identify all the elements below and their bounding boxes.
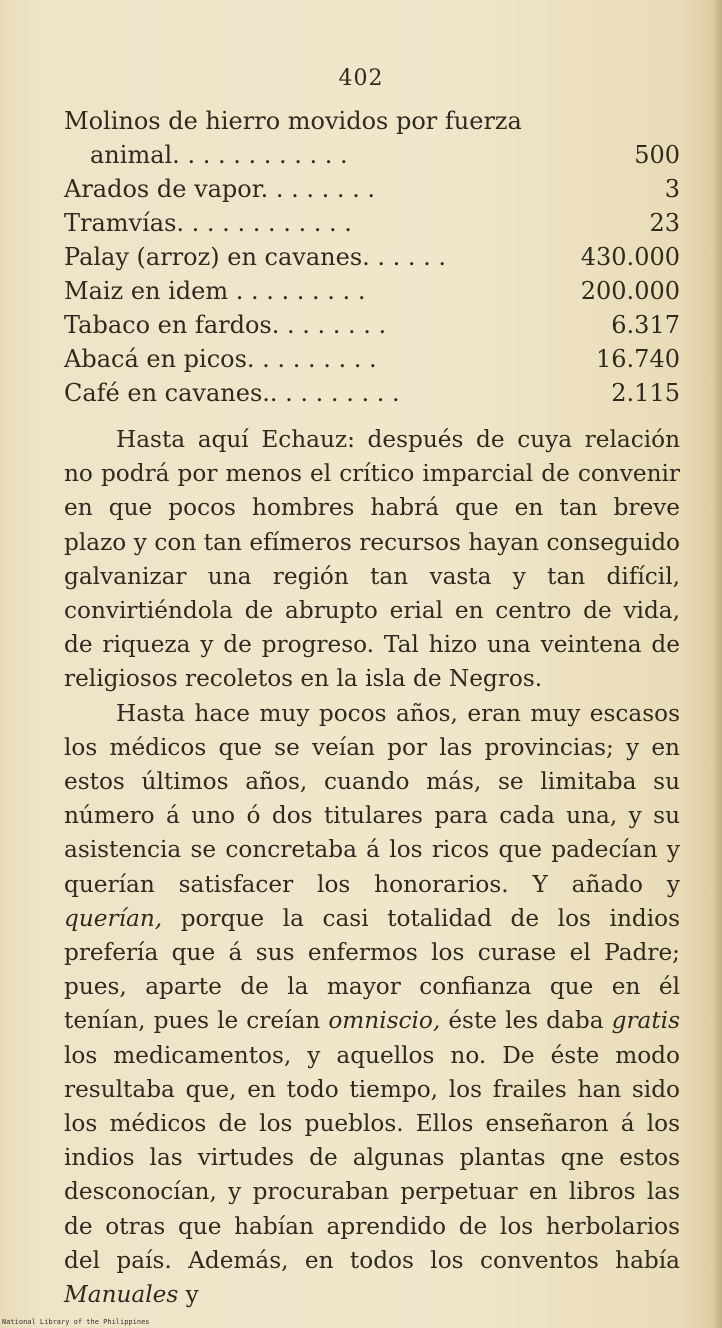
- table-row: [64, 138, 680, 172]
- page-edge-shadow: [712, 0, 722, 1328]
- italic-text: querían,: [64, 904, 163, 932]
- paragraph: [64, 697, 680, 1313]
- row-label: Arados de vapor. . . . . . . .: [64, 175, 376, 203]
- table-row: [64, 206, 680, 240]
- paragraph: Hasta aquí Echauz: después de cuya relación no podrá por menos el crítico imparcial de convenir en que pocos hombres habrá que en tan breve plazo y con tan efímeros recursos hayan conseguido galvanizar una región tan vasta y tan difícil, convirtiéndola de abrupto erial en centro de vida, de riqueza y de progreso. Tal hizo una veintena de religiosos recoletos en la isla de Negros.: [64, 426, 680, 693]
- row-label: Palay (arroz) en cavanes. . . . . .: [64, 243, 447, 271]
- row-value: 2.115: [611, 379, 680, 407]
- row-value: 16.740: [596, 345, 680, 373]
- row-value: 6.317: [611, 311, 680, 339]
- row-value: 23: [649, 209, 680, 237]
- table-row: [64, 172, 680, 206]
- statistics-table: [64, 104, 680, 410]
- italic-text: gratis: [611, 1007, 680, 1035]
- row-label: Maiz en idem . . . . . . . . .: [64, 277, 366, 305]
- text-span: y: [178, 1281, 199, 1309]
- page-number: 402: [338, 66, 384, 91]
- italic-text: omniscio,: [328, 1007, 441, 1035]
- row-label: animal. . . . . . . . . . . .: [90, 141, 348, 169]
- row-label: Tabaco en fardos. . . . . . . .: [64, 311, 387, 339]
- body-text: [64, 423, 680, 1312]
- text-span: porque la casi totalidad de los indios prefería que á sus enfermos los curase el Padre; pues, aparte de la mayor confianza que en él tenían, pues le creían: [64, 904, 680, 1035]
- table-row: [64, 104, 680, 138]
- library-credit: National Library of the Philippines: [2, 1318, 150, 1326]
- text-span: Hasta hace muy pocos años, eran muy escasos los médicos que se veían por las provincias; y en estos últimos años, cuando más, se limitaba su número á uno ó dos titulares para cada una, y su asistencia se concretaba á los ricos que padecían y querían satisfacer los honorarios. Y añado y: [64, 699, 680, 898]
- italic-text: Manuales: [64, 1281, 179, 1309]
- row-label: Abacá en picos. . . . . . . . .: [64, 345, 377, 373]
- table-row: [64, 274, 680, 308]
- row-value: 3: [664, 175, 680, 203]
- row-label: Molinos de hierro movidos por fuerza: [64, 107, 522, 135]
- table-row: [64, 308, 680, 342]
- row-value: 500: [634, 141, 680, 169]
- row-value: 430.000: [580, 243, 680, 271]
- text-span: los medicamentos, y aquellos no. De éste modo resultaba que, en todo tiempo, los frailes han sido los médicos de los pueblos. Ellos enseñaron á los indios las virtudes de algunas plantas qne estos desconocían, y procuraban perpetuar en libros las de otras que habían aprendido de los herbolarios del país. Además, en todos los conventos había: [64, 1041, 680, 1274]
- row-value: 200.000: [580, 277, 680, 305]
- text-span: éste les daba: [440, 1007, 612, 1035]
- row-label: Café en cavanes.. . . . . . . . .: [64, 379, 400, 407]
- table-row: [64, 342, 680, 376]
- row-label: Tramvías. . . . . . . . . . . .: [64, 209, 352, 237]
- table-row: [64, 240, 680, 274]
- table-row: [64, 376, 680, 410]
